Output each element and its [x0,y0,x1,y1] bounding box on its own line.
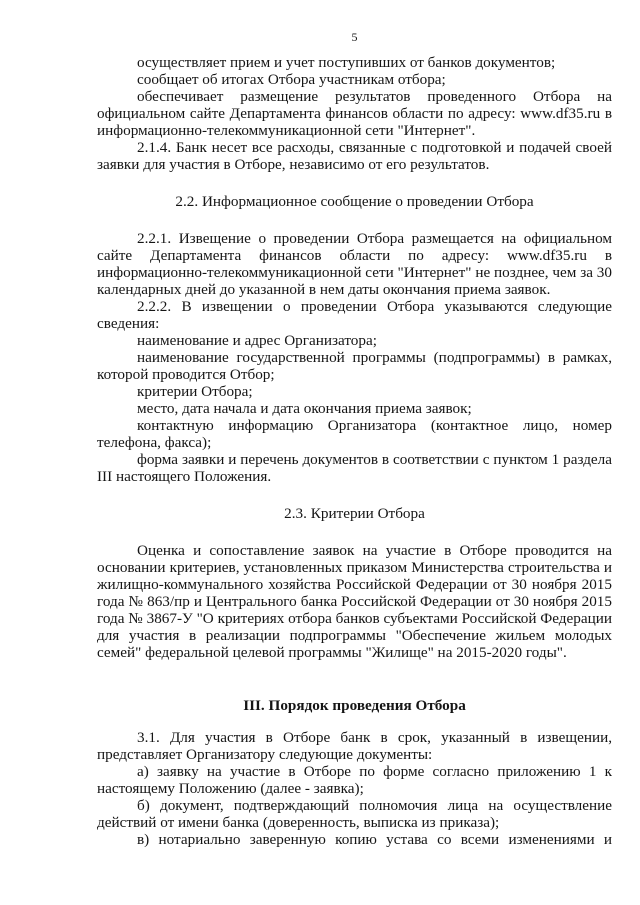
section-3 [97,729,612,848]
section-2-3 [97,542,612,661]
paragraph: обеспечивает размещение результатов проведенного Отбора на официальном сайте Департамента финансов области по адресу: www.df35.ru в информационно-телекоммуникационной сети "Интернет". [97,88,612,139]
paragraph: сообщает об итогах Отбора участникам отбора; [137,71,446,88]
paragraph: осуществляет прием и учет поступивших от банков документов; [137,54,556,71]
list-item: контактную информацию Организатора (контактное лицо, номер телефона, факса); [97,417,612,451]
section-2-3-heading: 2.3. Критерии Отбора [284,505,425,522]
list-item: наименование государственной программы (подпрограммы) в рамках, которой проводится Отбор; [97,349,612,383]
paragraph: Оценка и сопоставление заявок на участие в Отборе проводится на основании критериев, установленных приказом Министерства строительства и жилищно-коммунального хозяйства Российской Федерации от 30 ноября 2015 года № 863/пр и Центрального банка Российской Федерации от 30 ноября 2015 года № 3867-У "О критериях отбора банков субъектами Российской Федерации для участия в реализации подпрограммы "Обеспечение жильем молодых семей" федеральной целевой программы "Жилище" на 2015-2020 годы". [97,542,612,661]
list-item: а) заявку на участие в Отборе по форме согласно приложению 1 к настоящему Положению (далее - заявка); [97,763,612,797]
list-item: критерии Отбора; [137,383,253,400]
section-2-2 [97,230,612,485]
list-item: в) нотариально заверенную копию устава со всеми изменениями и [137,831,612,848]
paragraph: 2.2.2. В извещении о проведении Отбора указываются следующие сведения: [97,298,612,332]
paragraph: 2.1.4. Банк несет все расходы, связанные с подготовкой и подачей своей заявки для участия в Отборе, независимо от его результатов. [97,139,612,173]
list-item: наименование и адрес Организатора; [137,332,377,349]
section-2-2-heading: 2.2. Информационное сообщение о проведении Отбора [175,193,534,210]
list-item: место, дата начала и дата окончания приема заявок; [137,400,472,417]
page-number: 5 [351,30,358,44]
section-3-heading: III. Порядок проведения Отбора [243,697,466,714]
list-item: форма заявки и перечень документов в соответствии с пунктом 1 раздела III настоящего Положения. [97,451,612,485]
list-item: б) документ, подтверждающий полномочия лица на осуществление действий от имени банка (доверенность, выписка из приказа); [97,797,612,831]
paragraph: 3.1. Для участия в Отборе банк в срок, указанный в извещении, представляет Организатору следующие документы: [97,729,612,763]
section-2-1-tail [97,54,612,173]
paragraph: 2.2.1. Извещение о проведении Отбора размещается на официальном сайте Департамента финансов области по адресу: www.df35.ru в информационно-телекоммуникационной сети "Интернет" не позднее, чем за 30 календарных дней до указанной в нем даты окончания приема заявок. [97,230,612,298]
